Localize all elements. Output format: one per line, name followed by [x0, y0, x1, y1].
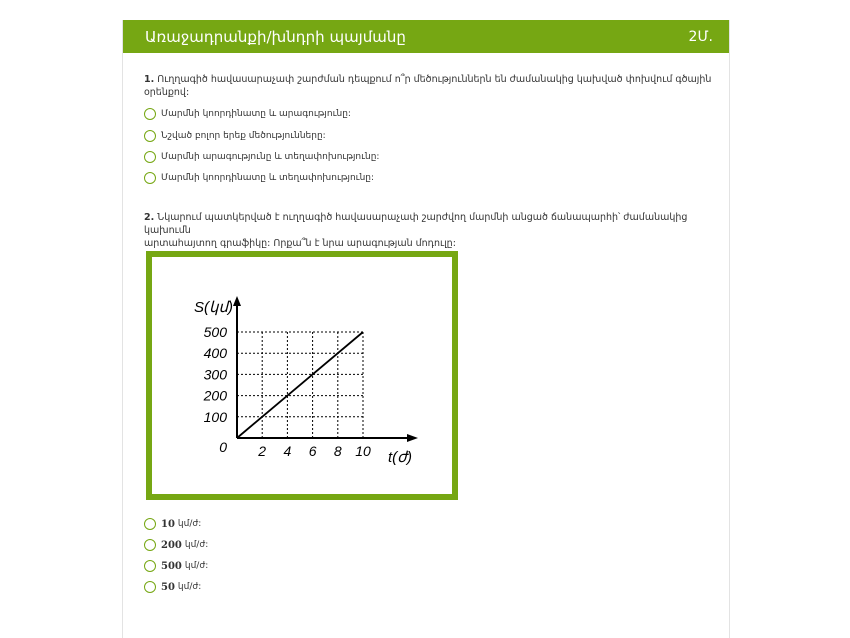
x-axis-label: t(ժ) — [388, 449, 413, 466]
series-line — [237, 332, 363, 438]
radio-button[interactable] — [144, 581, 156, 593]
radio-button[interactable] — [144, 560, 156, 572]
x-tick-label: 8 — [333, 443, 342, 459]
y-tick-label: 300 — [203, 366, 227, 383]
radio-button[interactable] — [144, 151, 156, 163]
question-2-number: 2. — [144, 212, 155, 223]
question-1-number: 1. — [144, 74, 155, 85]
y-axis-label: S(կմ) — [194, 299, 234, 316]
q1-option-4[interactable]: Մարմնի կոորդինատը և տեղափոխությունը: — [144, 172, 374, 184]
q2-option-1[interactable]: 10 կմ/ժ: — [144, 518, 201, 530]
x-tick-label: 4 — [283, 443, 292, 459]
graph-frame — [146, 251, 458, 500]
y-tick-label: 500 — [203, 324, 227, 340]
radio-button[interactable] — [144, 108, 156, 120]
distance-time-chart — [152, 257, 452, 494]
x-tick-label: 6 — [308, 443, 317, 459]
y-axis-arrow — [233, 296, 241, 306]
q2-option-4[interactable]: 50 կմ/ժ: — [144, 581, 201, 593]
radio-button[interactable] — [144, 172, 156, 184]
radio-button[interactable] — [144, 539, 156, 551]
task-header — [123, 20, 729, 53]
radio-button[interactable] — [144, 130, 156, 142]
origin-label: 0 — [219, 439, 227, 455]
q1-option-2[interactable]: Նշված բոլոր երեք մեծությունները: — [144, 130, 326, 142]
task-title: Առաջադրանքի/խնդրի պայմանը — [145, 27, 406, 46]
q1-option-1[interactable]: Մարմնի կոորդինատը և արագությունը: — [144, 108, 351, 120]
x-tick-label: 2 — [258, 443, 267, 459]
q2-option-2[interactable]: 200 կմ/ժ: — [144, 539, 208, 551]
y-tick-label: 200 — [203, 387, 227, 404]
task-points: 2Մ. — [688, 28, 713, 45]
question-1-text: 1. Ուղղագիծ հավասարաչափ շարժման դեպքում ո՞ր մեծություններն են ժամանակից կախված փոխվում գծային օրենքով: — [144, 74, 712, 98]
x-axis-arrow — [407, 434, 418, 442]
task-panel — [122, 20, 730, 638]
radio-button[interactable] — [144, 518, 156, 530]
question-2-text: 2. Նկարում պատկերված է ուղղագիծ հավասարաչափ շարժվող մարմնի անցած ճանապարհի՝ ժամանակից կախումն արտահայտող գրաֆիկը: Որքա՞ն է նրա արագության մոդուլը: — [144, 212, 688, 249]
y-tick-label: 400 — [203, 345, 227, 362]
x-tick-label: 10 — [355, 443, 371, 459]
y-tick-label: 100 — [203, 408, 227, 425]
q1-option-3[interactable]: Մարմնի արագությունը և տեղափոխությունը: — [144, 151, 379, 163]
q2-option-3[interactable]: 500 կմ/ժ: — [144, 560, 208, 572]
